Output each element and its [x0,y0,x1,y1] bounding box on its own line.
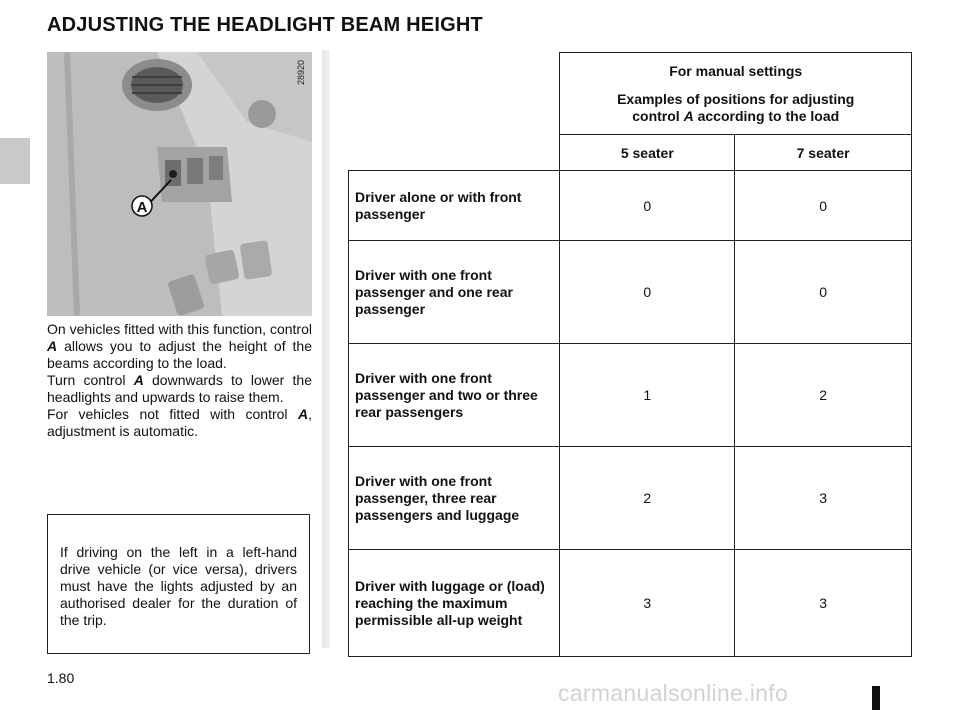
table-corner [349,135,560,171]
value-7-seater: 2 [735,344,912,447]
table-row [349,550,912,657]
page-title: ADJUSTING THE HEADLIGHT BEAM HEIGHT [47,14,483,36]
intro-text [47,321,312,440]
table-heading-title: For manual settings [669,62,803,79]
value-5-seater: 2 [560,447,735,550]
intro-paragraph-3: For vehicles not fitted with control A, adjustment is automatic. [47,406,312,439]
callout-label: A [136,199,148,216]
watermark: carmanualsonline.info [558,680,789,706]
row-label: Driver alone or with front passenger [349,171,560,241]
row-label: Driver with one front passenger, three rear passengers and luggage [349,447,560,550]
table-corner [349,53,560,135]
note-box [47,514,310,654]
image-reference-number: 28920 [296,60,306,86]
beam-height-table [348,52,912,657]
dashboard-photo [47,52,312,316]
column-divider [322,50,330,648]
column-header-7-seater: 7 seater [735,135,912,171]
intro-paragraph-1: On vehicles fitted with this function, control A allows you to adjust the height of the beams according to the load. [47,321,312,371]
intro-paragraph-2: Turn control A downwards to lower the headlights and upwards to raise them. [47,372,312,405]
value-5-seater: 0 [560,171,735,241]
value-5-seater: 3 [560,550,735,657]
value-7-seater: 0 [735,171,912,241]
column-header-5-seater: 5 seater [560,135,735,171]
table-heading-subtitle: Examples of positions for adjusting control A according to the load [617,90,855,124]
row-label: Driver with luggage or (load) reaching the maximum permissible all-up weight [349,550,560,657]
table-row [349,447,912,550]
corner-mark [872,686,880,710]
note-text: If driving on the left in a left-hand drive vehicle (or vice versa), drivers must have the lights adjusted by an authorised dealer for the duration of the trip. [60,544,297,628]
page-number: 1.80 [47,670,75,686]
table-row [349,241,912,344]
value-7-seater: 3 [735,447,912,550]
value-5-seater: 1 [560,344,735,447]
value-7-seater: 3 [735,550,912,657]
row-label: Driver with one front passenger and one rear passenger [349,241,560,344]
value-5-seater: 0 [560,241,735,344]
value-7-seater: 0 [735,241,912,344]
table-row [349,344,912,447]
row-label: Driver with one front passenger and two or three rear passengers [349,344,560,447]
table-heading [560,53,912,135]
section-tab [0,138,30,184]
table-row [349,171,912,241]
